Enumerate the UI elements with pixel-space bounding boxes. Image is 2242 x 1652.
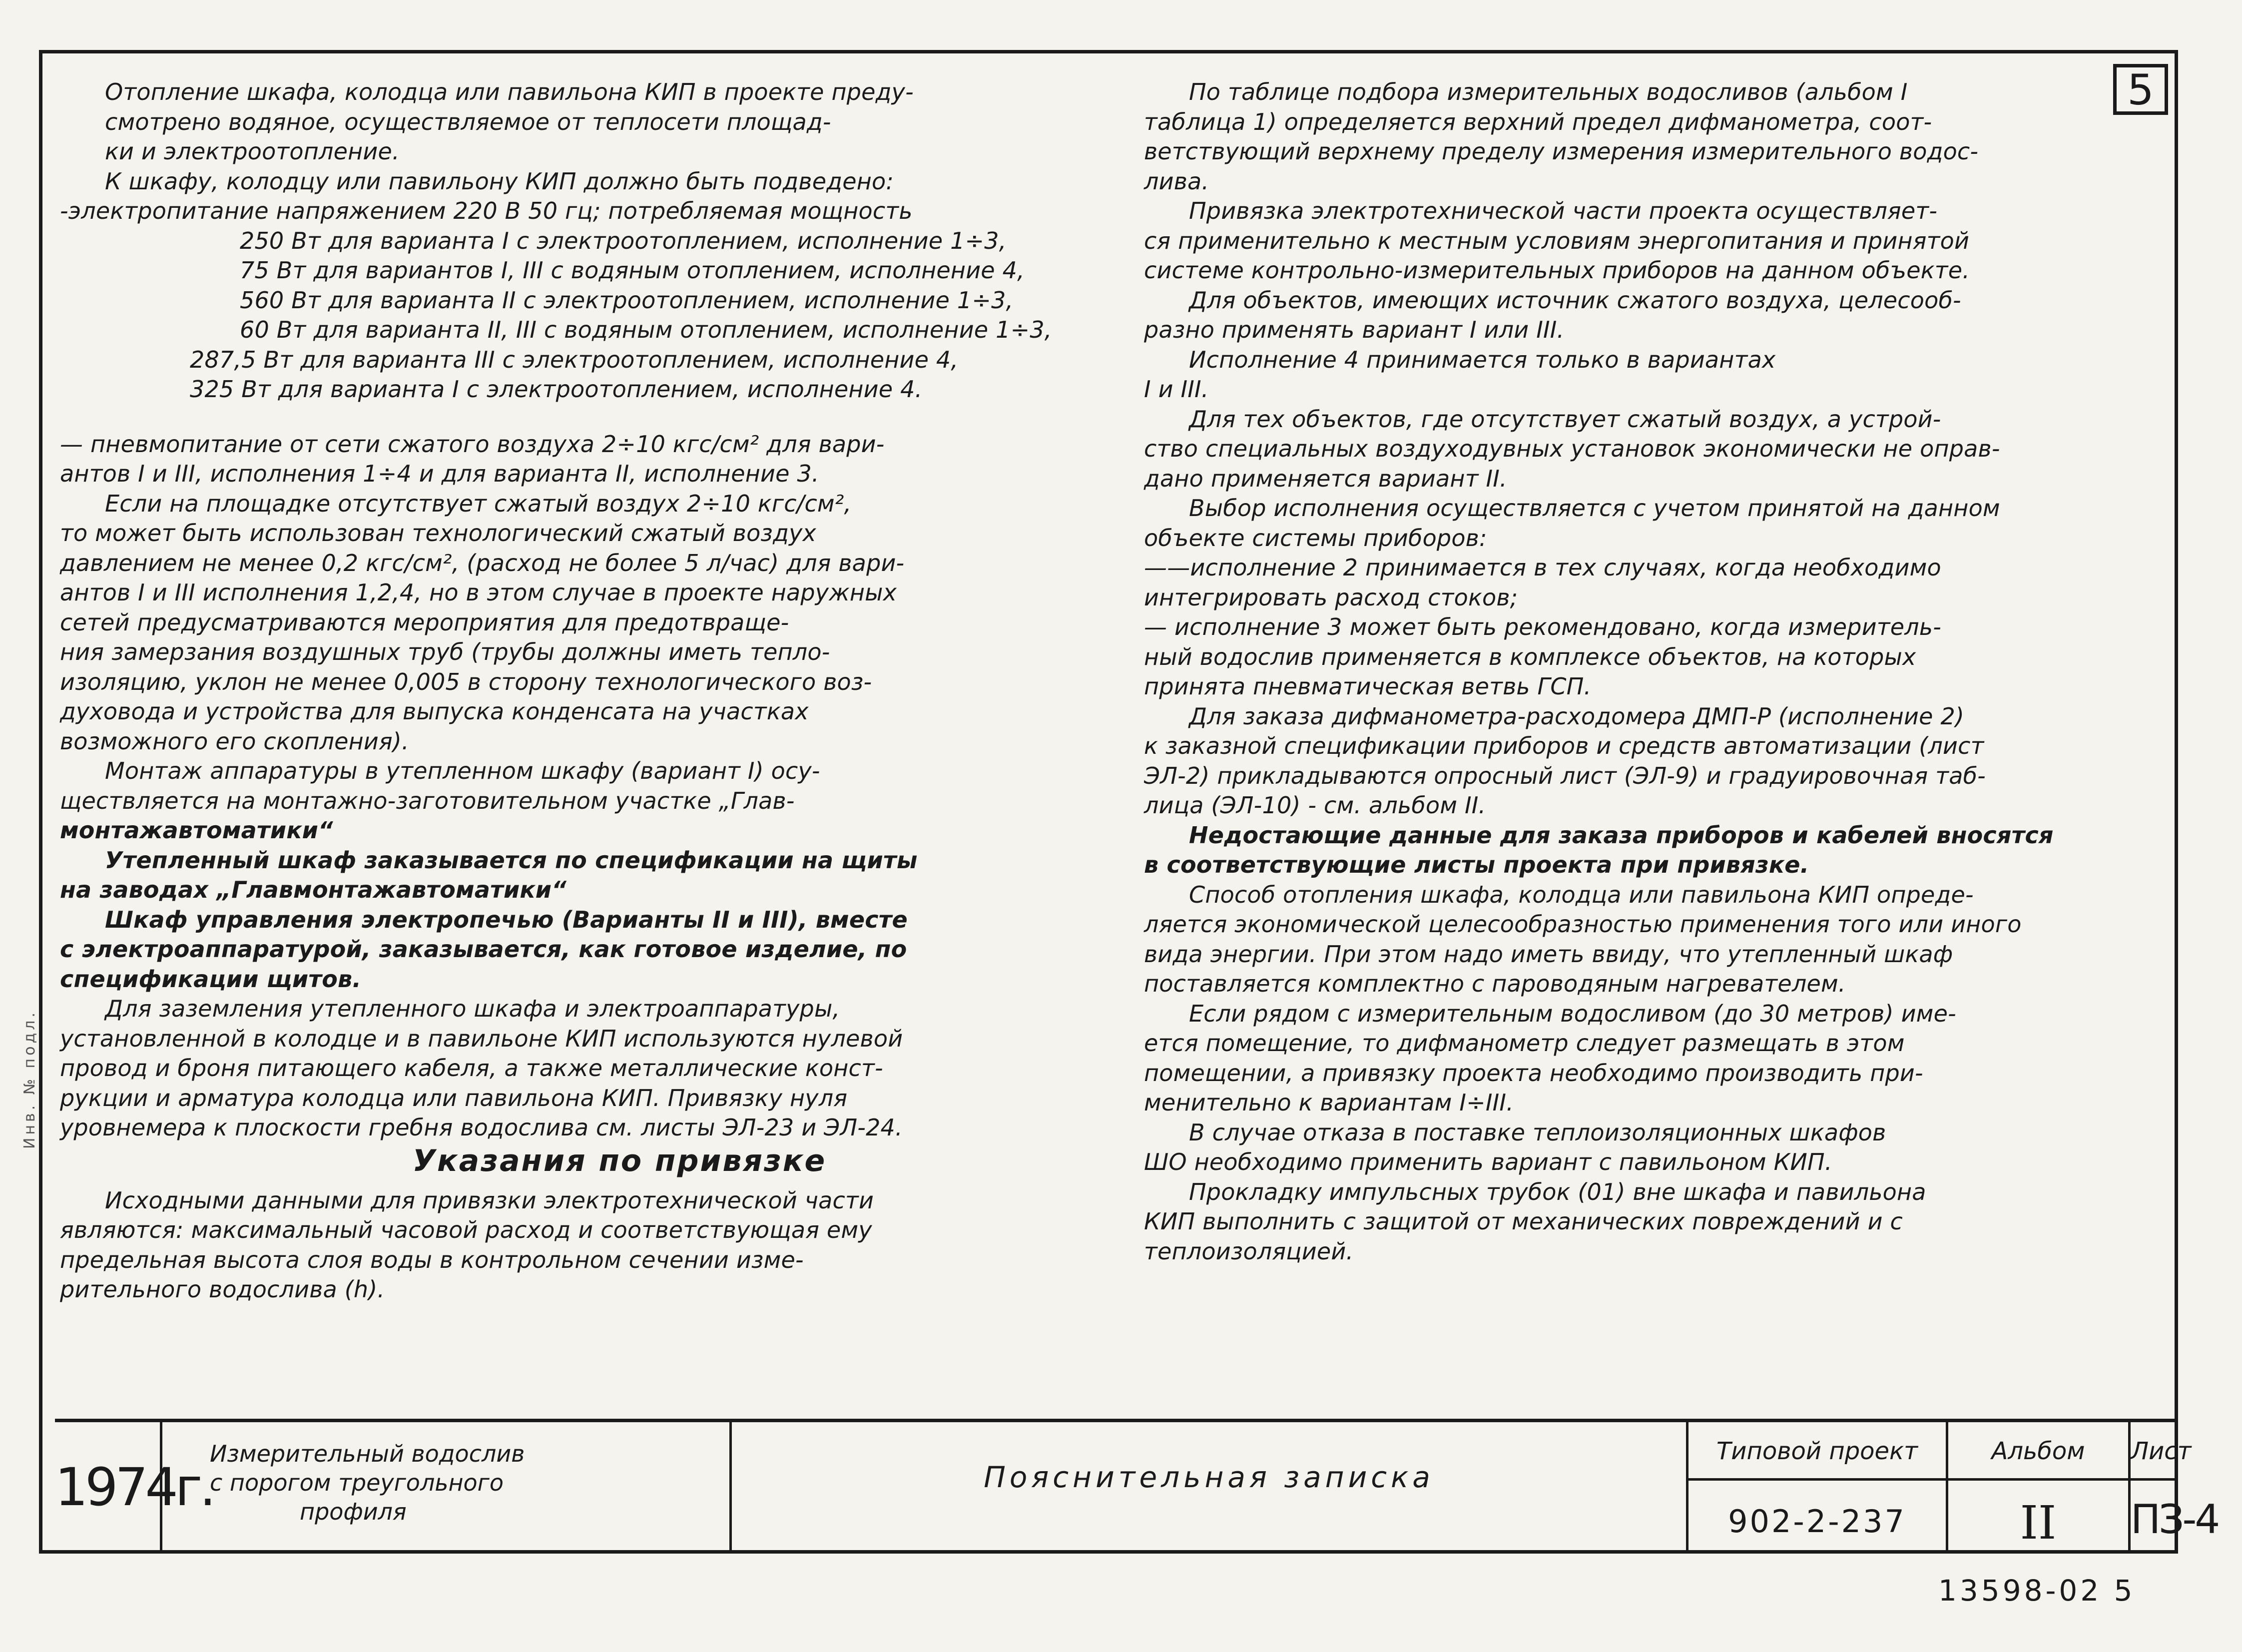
text-line: Отопление шкафа, колодца или павильона КИП в проекте преду- (105, 78, 914, 105)
text-line: антов I и III, исполнения 1÷4 и для варианта II, исполнение 3. (60, 460, 819, 487)
text-line: духовода и устройства для выпуска конденсата на участках (60, 698, 809, 725)
text-line: давлением не менее 0,2 кгс/см², (расход не более 5 л/час) для вари- (60, 549, 905, 576)
stamp-sheet-value: ПЗ-4 (2131, 1496, 2219, 1543)
stamp-object-title (162, 1422, 732, 1554)
text-line: I и III. (1144, 376, 1209, 403)
stamp-object-title-line: Измерительный водослив (210, 1440, 525, 1467)
text-line: ществляется на монтажно-заготовительном участке „Глав- (60, 787, 795, 814)
text-line: спецификации щитов. (60, 965, 362, 993)
right-column (1144, 77, 2173, 1266)
stamp-sheet-cell (2131, 1422, 2219, 1554)
stamp-object-title-line: профиля (300, 1498, 407, 1525)
text-line: монтажавтоматики“ (60, 817, 333, 844)
page-number-box: 5 (2113, 64, 2168, 115)
text-line: теплоизоляцией. (1144, 1237, 1354, 1265)
text-line: смотрено водяное, осуществляемое от теплосети площад- (105, 108, 831, 135)
text-line: к заказной спецификации приборов и средств автоматизации (лист (1144, 732, 1984, 759)
text-line: 60 Вт для варианта II, III с водяным отоплением, исполнение 1÷3, (240, 316, 1052, 343)
text-line: ки и электроотопление. (105, 138, 400, 165)
text-line: ЭЛ-2) прикладываются опросный лист (ЭЛ-9) и градуировочная таб- (1144, 762, 1986, 789)
text-line: объекте системы приборов: (1144, 524, 1487, 551)
text-line: 75 Вт для вариантов I, III с водяным отоплением, исполнение 4, (240, 257, 1025, 284)
text-line: ляется экономической целесообразностью применения того или иного (1144, 911, 2022, 938)
text-line: ния замерзания воздушных труб (трубы должны иметь тепло- (60, 638, 830, 665)
text-line: К шкафу, колодцу или павильону КИП должно быть подведено: (105, 167, 894, 195)
stamp-project-label: Типовой проект (1716, 1437, 1918, 1465)
text-line: установленной в колодце и в павильоне КИП используются нулевой (60, 1025, 903, 1052)
text-line: По таблице подбора измерительных водосливов (альбом I (1189, 78, 1908, 105)
text-line: Способ отопления шкафа, колодца или павильона КИП опреде- (1189, 881, 1974, 908)
title-block (55, 1419, 2219, 1554)
text-line: системе контрольно-измерительных приборов на данном объекте. (1144, 257, 1970, 284)
text-line: Исполнение 4 принимается только в вариантах (1189, 346, 1776, 373)
text-line: Утепленный шкаф заказывается по спецификации на щиты (105, 846, 918, 874)
text-line: Для заземления утепленного шкафа и электроаппаратуры, (105, 995, 840, 1022)
text-line: на заводах „Главмонтажавтоматики“ (60, 876, 567, 903)
text-line: Недостающие данные для заказа приборов и кабелей вносятся (1189, 821, 2054, 849)
text-line: интегрировать расход стоков; (1144, 583, 1518, 611)
text-line: вида энергии. При этом надо иметь ввиду, что утепленный шкаф (1144, 940, 1953, 968)
text-line: предельная высота слоя воды в контрольном сечении изме- (60, 1246, 804, 1273)
text-line: Шкаф управления электропечью (Варианты II и III), вместе (105, 906, 908, 933)
text-line: 325 Вт для варианта I с электроотоплением, исполнение 4. (190, 376, 923, 403)
text-line: рукции и арматура колодца или павильона КИП. Привязку нуля (60, 1084, 848, 1111)
inventory-code: 13598-02 5 (1938, 1574, 2136, 1608)
text-line: Для заказа дифманометра-расходомера ДМП-Р (исполнение 2) (1189, 702, 1965, 730)
stamp-object-title-line: с порогом треугольного (210, 1469, 504, 1496)
stamp-project-value: 902-2-237 (1728, 1503, 1906, 1540)
stamp-album-value: II (2020, 1496, 2057, 1550)
stamp-year: 1974г. (55, 1422, 162, 1554)
text-line: рительного водослива (h). (60, 1276, 385, 1303)
text-line: — пневмопитание от сети сжатого воздуха 2÷10 кгс/см² для вари- (60, 430, 885, 458)
text-line: менительно к вариантам I÷III. (1144, 1089, 1514, 1116)
text-line: лива. (1144, 167, 1209, 195)
text-line: 560 Вт для варианта II с электроотоплением, исполнение 1÷3, (240, 286, 1014, 314)
text-line: ство специальных воздуходувных установок экономически не оправ- (1144, 435, 2000, 462)
text-line: Прокладку импульсных трубок (01) вне шкафа и павильона (1189, 1178, 1926, 1205)
text-line: Для объектов, имеющих источник сжатого воздуха, целесооб- (1189, 286, 1961, 314)
text-line: Выбор исполнения осуществляется с учетом принятой на данном (1189, 495, 2000, 522)
stamp-sheet-label: Лист (2131, 1437, 2192, 1465)
text-line: Монтаж аппаратуры в утепленном шкафу (вариант I) осу- (105, 757, 820, 784)
text-line: Если на площадке отсутствует сжатый воздух 2÷10 кгс/см², (105, 490, 852, 517)
text-line: ШО необходимо применить вариант с павильоном КИП. (1144, 1148, 1832, 1175)
text-line: — исполнение 3 может быть рекомендовано, когда измеритель- (1144, 613, 1941, 640)
left-column (60, 77, 1119, 1305)
text-line: в соответствующие листы проекта при привязке. (1144, 851, 1809, 878)
text-line: Для тех объектов, где отсутствует сжатый воздух, а устрой- (1189, 405, 1941, 433)
stamp-project-cell (1688, 1422, 1948, 1554)
text-line: таблица 1) определяется верхний предел дифманометра, соот- (1144, 108, 1932, 135)
text-line: ветствующий верхнему пределу измерения измерительного водос- (1144, 138, 1979, 165)
text-line: разно применять вариант I или III. (1144, 316, 1565, 343)
text-line: антов I и III исполнения 1,2,4, но в этом случае в проекте наружных (60, 579, 897, 606)
text-line: Привязка электротехнической части проекта осуществляет- (1189, 197, 1938, 224)
text-line: провод и броня питающего кабеля, а также металлические конст- (60, 1055, 883, 1082)
text-line: Если рядом с измерительным водосливом (до 30 метров) име- (1189, 1000, 1956, 1027)
margin-note: Инв. № подл. (21, 1010, 38, 1149)
text-line: сетей предусматриваются мероприятия для предотвраще- (60, 608, 789, 636)
text-line: дано применяется вариант II. (1144, 465, 1507, 492)
text-line: ——исполнение 2 принимается в тех случаях, когда необходимо (1144, 554, 1941, 581)
text-line: ный водослив применяется в комплексе объектов, на которых (1144, 643, 1916, 670)
text-line: 250 Вт для варианта I с электроотоплением, исполнение 1÷3, (240, 227, 1007, 254)
text-line: являются: максимальный часовой расход и соответствующая ему (60, 1216, 872, 1243)
text-line: уровнемера к плоскости гребня водослива см. листы ЭЛ-23 и ЭЛ-24. (60, 1114, 903, 1141)
section-heading: Указания по привязке (412, 1143, 827, 1178)
stamp-album-cell (1948, 1422, 2131, 1554)
stamp-album-label: Альбом (1991, 1437, 2085, 1465)
text-line: ется помещение, то дифманометр следует размещать в этом (1144, 1030, 1905, 1057)
text-line: КИП выполнить с защитой от механических повреждений и с (1144, 1208, 1903, 1235)
text-line: то может быть использован технологический сжатый воздух (60, 520, 816, 547)
text-line: изоляцию, уклон не менее 0,005 в сторону технологического воз- (60, 668, 872, 695)
text-line: ся применительно к местным условиям энергопитания и принятой (1144, 227, 1970, 254)
text-line: с электроаппаратурой, заказывается, как готовое изделие, по (60, 936, 907, 963)
text-line: помещении, а привязку проекта необходимо производить при- (1144, 1059, 1923, 1087)
text-line: принята пневматическая ветвь ГСП. (1144, 673, 1592, 700)
text-line: 287,5 Вт для варианта III с электроотоплением, исполнение 4, (190, 346, 959, 373)
text-line: лица (ЭЛ-10) - см. альбом II. (1144, 792, 1486, 819)
text-line: возможного его скопления). (60, 727, 409, 755)
text-line: -электропитание напряжением 220 В 50 гц; потребляемая мощность (60, 197, 913, 224)
stamp-document-name: Пояснительная записка (732, 1422, 1688, 1554)
text-line: Исходными данными для привязки электротехнической части (105, 1186, 874, 1214)
text-line: поставляется комплектно с пароводяным нагревателем. (1144, 970, 1846, 997)
text-line: В случае отказа в поставке теплоизоляционных шкафов (1189, 1118, 1886, 1146)
